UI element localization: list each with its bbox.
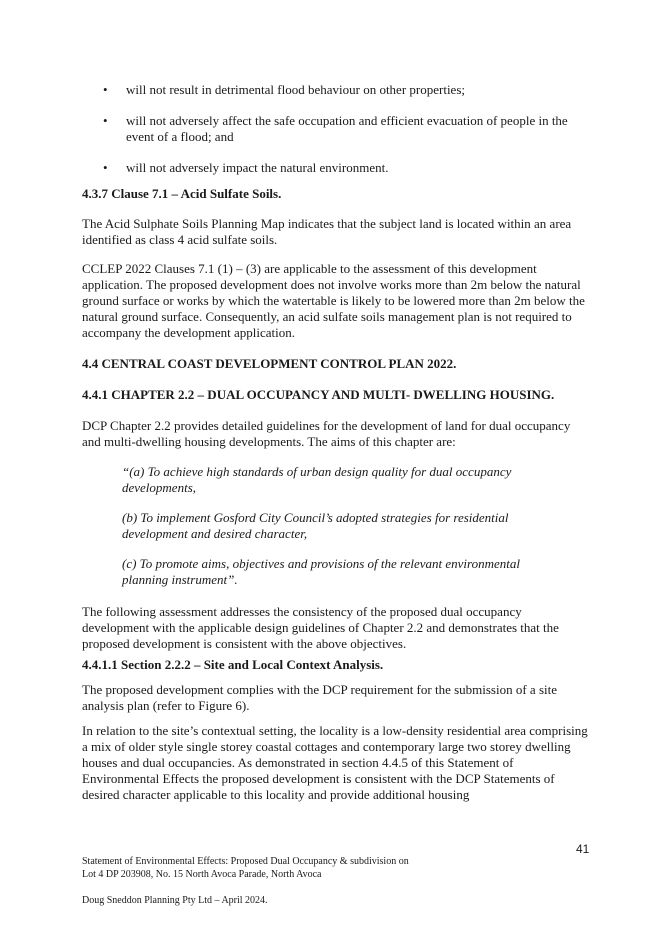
aim-quote: (b) To implement Gosford City Council’s adopted strategies for residential development and desired character, bbox=[122, 510, 509, 541]
bullet-list bbox=[82, 82, 592, 176]
list-item-text: will not result in detrimental flood behaviour on other properties; bbox=[126, 82, 466, 97]
list-item bbox=[82, 82, 592, 98]
footer-spacer bbox=[82, 881, 502, 894]
footer-line: Doug Sneddon Planning Pty Ltd – April 2024. bbox=[82, 895, 268, 906]
paragraph: The following assessment addresses the consistency of the proposed dual occupancy development with the applicable design guidelines of Chapter 2.2 and demonstrates that the proposed development is consistent with the above objectives. bbox=[82, 604, 559, 651]
paragraph: CCLEP 2022 Clauses 7.1 (1) – (3) are applicable to the assessment of this development application. The proposed development does not involve works more than 2m below the natural ground surface or works by which the watertable is likely to be lowered more than 2m below the natural ground surface. Consequently, an acid sulfate soils management plan is not required to accompany the development application. bbox=[82, 261, 585, 340]
page-footer bbox=[82, 855, 502, 907]
paragraph: The Acid Sulphate Soils Planning Map indicates that the subject land is located within an area identified as class 4 acid sulfate soils. bbox=[82, 216, 572, 247]
list-item-text: will not adversely impact the natural environment. bbox=[126, 160, 389, 175]
list-item bbox=[82, 113, 592, 145]
section-heading-4-4-1-1: 4.4.1.1 Section 2.2.2 – Site and Local Context Analysis. bbox=[82, 657, 384, 672]
bullet-icon: • bbox=[103, 160, 108, 175]
footer-line: Lot 4 DP 203908, No. 15 North Avoca Parade, North Avoca bbox=[82, 869, 322, 880]
paragraph: DCP Chapter 2.2 provides detailed guidelines for the development of land for dual occupancy and multi-dwelling housing developments. The aims of this chapter are: bbox=[82, 418, 571, 449]
footer-line: Statement of Environmental Effects: Proposed Dual Occupancy & subdivision on bbox=[82, 856, 409, 867]
paragraph: In relation to the site’s contextual setting, the locality is a low-density residential area comprising a mix of older style single storey coastal cottages and contemporary large two storey dwelling houses and dual occupancies. As demonstrated in section 4.4.5 of this Statement of Environmental Effects the proposed development is consistent with the DCP Statements of desired character applicable to this locality and provide additional housing bbox=[82, 723, 588, 802]
aim-quote: (c) To promote aims, objectives and provisions of the relevant environmental planning instrument”. bbox=[122, 556, 520, 587]
section-heading-4-3-7: 4.3.7 Clause 7.1 – Acid Sulfate Soils. bbox=[82, 186, 282, 201]
page-number: 41 bbox=[576, 842, 590, 856]
bullet-icon: • bbox=[103, 113, 108, 128]
section-heading-4-4: 4.4 CENTRAL COAST DEVELOPMENT CONTROL PLAN 2022. bbox=[82, 356, 457, 371]
bullet-icon: • bbox=[103, 82, 108, 97]
list-item-text: will not adversely affect the safe occupation and efficient evacuation of people in the event of a flood; and bbox=[126, 113, 568, 144]
page-body bbox=[82, 82, 592, 816]
aim-quote: “(a) To achieve high standards of urban design quality for dual occupancy developments, bbox=[122, 464, 512, 495]
paragraph: The proposed development complies with the DCP requirement for the submission of a site analysis plan (refer to Figure 6). bbox=[82, 682, 558, 713]
list-item bbox=[82, 160, 592, 176]
section-heading-4-4-1: 4.4.1 CHAPTER 2.2 – DUAL OCCUPANCY AND MULTI- DWELLING HOUSING. bbox=[82, 387, 555, 402]
